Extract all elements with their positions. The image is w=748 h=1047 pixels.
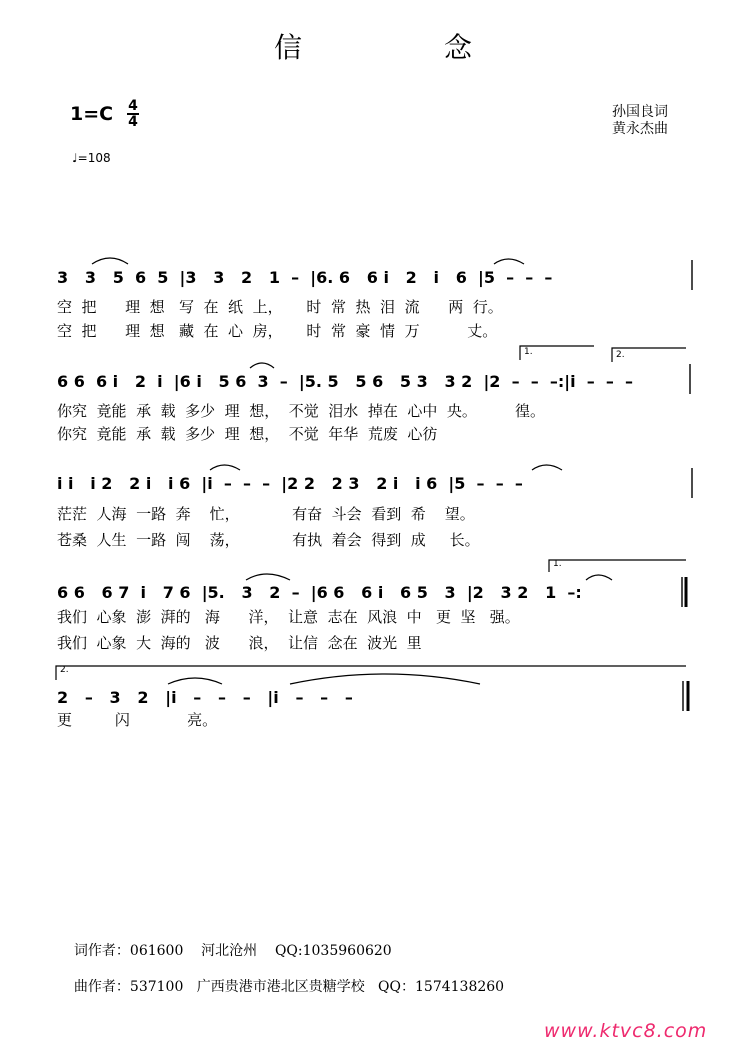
volta-2-label: 2. — [616, 350, 625, 360]
volta-1-label-row-4: 1. — [553, 559, 562, 569]
score-row-3-lyric-1: 茫茫 人海 一路 奔 忙， 有奋 斗会 看到 希 望。 — [57, 505, 475, 523]
composer-credit: 黄永杰曲 — [612, 121, 668, 137]
watermark-logo: www.ktvc8.com — [544, 1020, 708, 1042]
time-signature-top: 4 — [128, 98, 138, 114]
score-row-2-lyric-2: 你究 竟能 承 载 多少 理 想， 不觉 年华 荒废 心彷 — [57, 425, 438, 443]
lyricist-info: 061600 河北沧州 QQ:1035960620 — [129, 943, 392, 959]
composer-contact — [65, 960, 504, 996]
time-signature-bottom: 4 — [128, 114, 138, 130]
lyricist-credit: 孙国良词 — [612, 104, 668, 120]
composer-info: 537100 广西贵港市港北区贵糖学校 QQ：1574138260 — [129, 979, 505, 995]
score-row-3-lyric-2: 苍桑 人生 一路 闯 荡， 有执 着会 得到 成 长。 — [57, 531, 480, 549]
score-row-1-notes: 3 3 5 6 5 |3 3 2 1 – |6. 6 6 i 2 i 6 |5 – – – — [57, 268, 553, 287]
score-row-4-lyric-2: 我们 心象 大 海的 波 浪， 让信 念在 波光 里 — [57, 634, 422, 652]
lyricist-contact — [65, 924, 392, 960]
tempo-marking: ♩=108 — [72, 151, 111, 165]
score-row-2-lyric-1: 你究 竟能 承 载 多少 理 想， 不觉 泪水 掉在 心中 央。 徨。 — [57, 402, 546, 420]
composer-label: 曲作者： — [73, 979, 130, 995]
score-row-1-lyric-1: 空 把 理 想 写 在 纸 上， 时 常 热 泪 流 两 行。 — [57, 298, 503, 316]
song-title-char-2: 念 — [444, 31, 473, 64]
lyricist-label: 词作者： — [73, 943, 130, 959]
score-row-5-notes: 2 – 3 2 |i – – – |i – – – — [57, 688, 353, 707]
song-title-char-1: 信 — [274, 31, 303, 64]
volta-2-label-row-5: 2. — [60, 665, 69, 675]
score-row-5-lyric-1: 更 闪 亮。 — [57, 711, 218, 729]
score-row-1-lyric-2: 空 把 理 想 藏 在 心 房， 时 常 豪 情 万 丈。 — [57, 322, 498, 340]
key-signature: 1=C — [70, 103, 114, 125]
score-row-4-notes: 6 6 6 7 i 7 6 |5. 3 2 – |6 6 6 i 6 5 3 |2 3 2 1 –: — [57, 583, 582, 602]
score-row-2-notes: 6 6 6 i 2 i |6 i 5 6 3 – |5. 5 5 6 5 3 3 2 |2 – – –:|i – – – — [57, 372, 633, 391]
score-row-3-notes: i i i 2 2 i i 6 |i – – – |2 2 2 3 2 i i 6 |5 – – – — [57, 474, 523, 493]
volta-1-label: 1. — [524, 347, 533, 357]
score-row-4-lyric-1: 我们 心象 澎 湃的 海 洋， 让意 志在 风浪 中 更 坚 强。 — [57, 608, 520, 626]
